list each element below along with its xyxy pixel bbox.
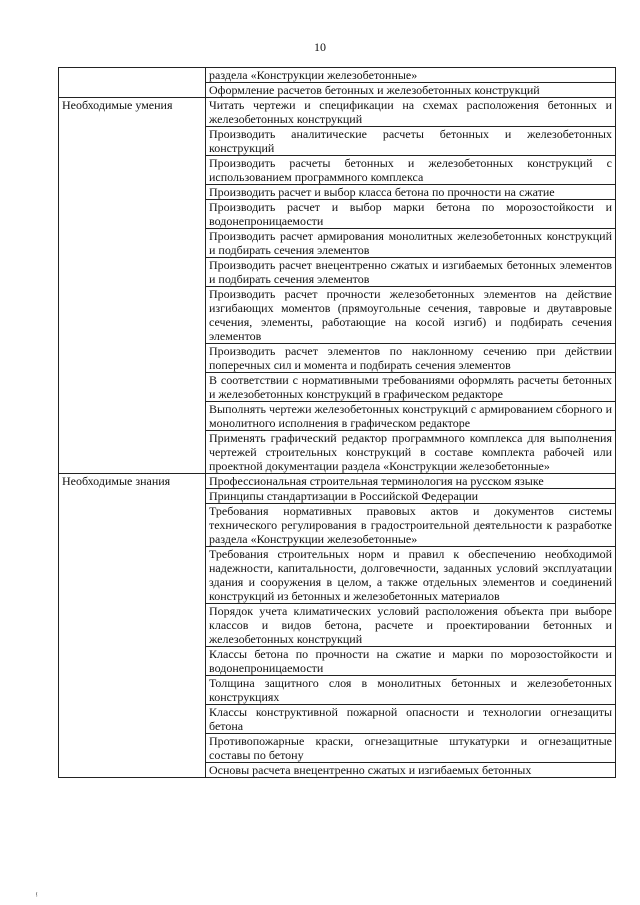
requirement-item: Производить расчет армирования монолитных железобетонных конструкций и подбирать сечения элементов: [206, 229, 616, 258]
requirement-item: Требования нормативных правовых актов и документов системы технического регулирования в градостроительной деятельности к разработке раздела «Конструкции железобетонные»: [206, 504, 616, 547]
section-label: Необходимые знания: [59, 474, 206, 778]
margin-mark: ᵎ: [36, 890, 38, 901]
requirement-item: Производить расчет внецентренно сжатых и изгибаемых бетонных элементов и подбирать сечения элементов: [206, 258, 616, 287]
requirement-item: Производить расчет элементов по наклонному сечению при действии поперечных сил и момента и подбирать сечения элементов: [206, 344, 616, 373]
table-row: [59, 98, 616, 127]
section-label: Необходимые умения: [59, 98, 206, 474]
requirement-item: Производить расчеты бетонных и железобетонных конструкций с использованием программного комплекса: [206, 156, 616, 185]
table-row: [59, 68, 616, 83]
requirement-item: Производить расчет и выбор класса бетона по прочности на сжатие: [206, 185, 616, 200]
requirement-item: Порядок учета климатических условий расположения объекта при выборе классов и видов бетона, расчете и проектировании бетонных и железобетонных конструкций: [206, 604, 616, 647]
section-label: [59, 68, 206, 98]
requirement-item: Производить расчет и выбор марки бетона по морозостойкости и водонепроницаемости: [206, 200, 616, 229]
requirement-item: раздела «Конструкции железобетонные»: [206, 68, 616, 83]
requirement-item: Оформление расчетов бетонных и железобетонных конструкций: [206, 83, 616, 98]
requirements-table: [58, 67, 616, 778]
requirement-item: Производить аналитические расчеты бетонных и железобетонных конструкций: [206, 127, 616, 156]
requirement-item: Толщина защитного слоя в монолитных бетонных и железобетонных конструкциях: [206, 676, 616, 705]
requirement-item: Применять графический редактор программного комплекса для выполнения чертежей строительных конструкций в составе комплекта рабочей или проектной документации раздела «Конструкции железобетонные»: [206, 431, 616, 474]
requirement-item: Производить расчет прочности железобетонных элементов на действие изгибающих моментов (прямоугольные сечения, тавровые и двутавровые сечения, элементы, работающие на косой изгиб) и подбирать сечения элементов: [206, 287, 616, 344]
requirement-item: Выполнять чертежи железобетонных конструкций с армированием сборного и монолитного исполнения в графическом редакторе: [206, 402, 616, 431]
requirement-item: Читать чертежи и спецификации на схемах расположения бетонных и железобетонных конструкций: [206, 98, 616, 127]
requirement-item: Принципы стандартизации в Российской Федерации: [206, 489, 616, 504]
requirement-item: Классы бетона по прочности на сжатие и марки по морозостойкости и водонепроницаемости: [206, 647, 616, 676]
requirement-item: Основы расчета внецентренно сжатых и изгибаемых бетонных: [206, 763, 616, 778]
table-row: [59, 474, 616, 489]
requirement-item: Классы конструктивной пожарной опасности и технологии огнезащиты бетона: [206, 705, 616, 734]
page-number: 10: [314, 40, 326, 54]
requirement-item: Противопожарные краски, огнезащитные штукатурки и огнезащитные составы по бетону: [206, 734, 616, 763]
requirement-item: В соответствии с нормативными требованиями оформлять расчеты бетонных и железобетонных конструкций в графическом редакторе: [206, 373, 616, 402]
requirement-item: Требования строительных норм и правил к обеспечению необходимой надежности, капитальности, долговечности, заданных условий эксплуатации здания и сооружения в целом, а также отдельных элементов и соединений конструкций из бетонных и железобетонных материалов: [206, 547, 616, 604]
requirement-item: Профессиональная строительная терминология на русском языке: [206, 474, 616, 489]
